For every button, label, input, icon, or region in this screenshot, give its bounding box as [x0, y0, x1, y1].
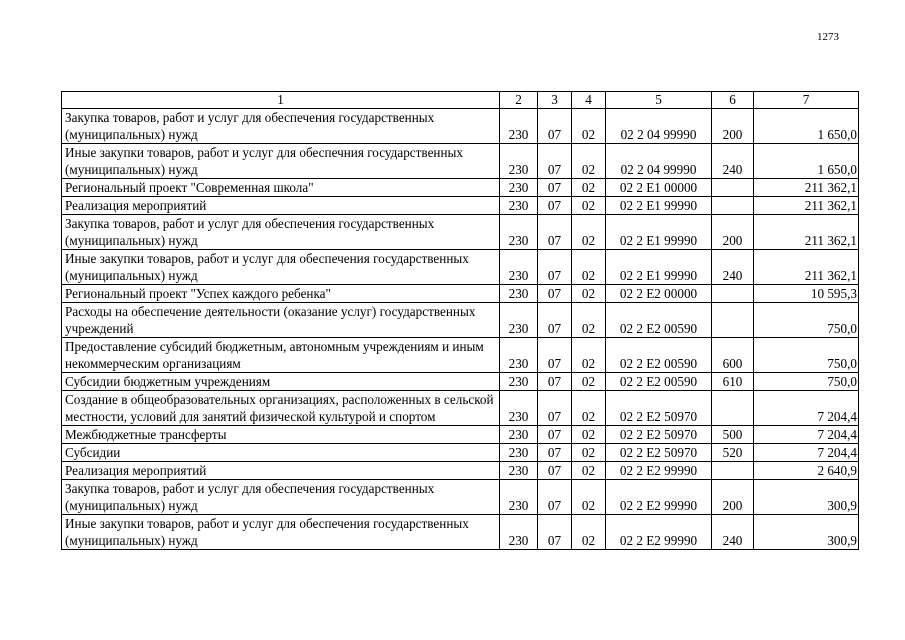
row-name-cell: Закупка товаров, работ и услуг для обеспечения государственных (муниципальных) нужд: [62, 480, 500, 515]
column-header-6: 6: [712, 92, 754, 109]
row-dept-code-cell: 230: [500, 197, 538, 215]
row-target-article-cell: 02 2 E1 99990: [606, 250, 712, 285]
row-name-cell: Межбюджетные трансферты: [62, 426, 500, 444]
table-row: [62, 250, 859, 285]
row-subsection-cell: 02: [572, 215, 606, 250]
row-subsection-cell: 02: [572, 480, 606, 515]
row-target-article-cell: 02 2 E2 00590: [606, 373, 712, 391]
row-name-cell: Субсидии бюджетным учреждениям: [62, 373, 500, 391]
row-name-cell: Региональный проект "Успех каждого ребенка": [62, 285, 500, 303]
table-row: [62, 462, 859, 480]
row-expense-type-cell: 240: [712, 144, 754, 179]
row-amount-cell: 300,9: [754, 480, 859, 515]
row-amount-cell: 7 204,4: [754, 391, 859, 426]
table-row: [62, 215, 859, 250]
row-section-cell: 07: [538, 391, 572, 426]
row-target-article-cell: 02 2 E1 99990: [606, 215, 712, 250]
row-expense-type-cell: [712, 197, 754, 215]
row-subsection-cell: 02: [572, 144, 606, 179]
row-dept-code-cell: 230: [500, 480, 538, 515]
row-subsection-cell: 02: [572, 515, 606, 550]
column-header-4: 4: [572, 92, 606, 109]
row-subsection-cell: 02: [572, 179, 606, 197]
row-section-cell: 07: [538, 197, 572, 215]
row-subsection-cell: 02: [572, 426, 606, 444]
row-expense-type-cell: 600: [712, 338, 754, 373]
row-target-article-cell: 02 2 E2 00000: [606, 285, 712, 303]
row-dept-code-cell: 230: [500, 250, 538, 285]
row-subsection-cell: 02: [572, 303, 606, 338]
row-section-cell: 07: [538, 250, 572, 285]
row-dept-code-cell: 230: [500, 179, 538, 197]
row-amount-cell: 211 362,1: [754, 197, 859, 215]
table-row: [62, 444, 859, 462]
row-name-cell: Закупка товаров, работ и услуг для обеспечения государственных (муниципальных) нужд: [62, 109, 500, 144]
row-target-article-cell: 02 2 E2 50970: [606, 391, 712, 426]
row-name-cell: Иные закупки товаров, работ и услуг для обеспечения государственных (муниципальных) нужд: [62, 515, 500, 550]
row-target-article-cell: 02 2 04 99990: [606, 144, 712, 179]
row-section-cell: 07: [538, 338, 572, 373]
row-section-cell: 07: [538, 215, 572, 250]
row-name-cell: Иные закупки товаров, работ и услуг для обеспечния государственных (муниципальных) нужд: [62, 144, 500, 179]
row-name-cell: Реализация мероприятий: [62, 197, 500, 215]
row-target-article-cell: 02 2 E2 99990: [606, 462, 712, 480]
column-header-2: 2: [500, 92, 538, 109]
row-expense-type-cell: [712, 462, 754, 480]
row-name-cell: Иные закупки товаров, работ и услуг для обеспечения государственных (муниципальных) нужд: [62, 250, 500, 285]
row-amount-cell: 1 650,0: [754, 144, 859, 179]
table-row: [62, 179, 859, 197]
table-row: [62, 515, 859, 550]
table-row: [62, 197, 859, 215]
row-amount-cell: 750,0: [754, 303, 859, 338]
row-name-cell: Расходы на обеспечение деятельности (оказание услуг) государственных учреждений: [62, 303, 500, 338]
row-subsection-cell: 02: [572, 197, 606, 215]
table-row: [62, 391, 859, 426]
row-section-cell: 07: [538, 480, 572, 515]
row-name-cell: Предоставление субсидий бюджетным, автономным учреждениям и иным некоммерческим организациям: [62, 338, 500, 373]
row-expense-type-cell: [712, 285, 754, 303]
row-amount-cell: 300,9: [754, 515, 859, 550]
row-section-cell: 07: [538, 373, 572, 391]
row-amount-cell: 750,0: [754, 373, 859, 391]
row-section-cell: 07: [538, 179, 572, 197]
column-header-3: 3: [538, 92, 572, 109]
table-header-row: [62, 92, 859, 109]
table-row: [62, 338, 859, 373]
row-section-cell: 07: [538, 515, 572, 550]
row-target-article-cell: 02 2 E2 50970: [606, 426, 712, 444]
row-amount-cell: 211 362,1: [754, 179, 859, 197]
row-expense-type-cell: 200: [712, 109, 754, 144]
row-subsection-cell: 02: [572, 391, 606, 426]
row-amount-cell: 10 595,3: [754, 285, 859, 303]
row-target-article-cell: 02 2 E2 00590: [606, 338, 712, 373]
row-amount-cell: 7 204,4: [754, 426, 859, 444]
row-amount-cell: 750,0: [754, 338, 859, 373]
row-subsection-cell: 02: [572, 338, 606, 373]
row-expense-type-cell: 240: [712, 250, 754, 285]
row-dept-code-cell: 230: [500, 515, 538, 550]
row-section-cell: 07: [538, 426, 572, 444]
row-dept-code-cell: 230: [500, 285, 538, 303]
column-header-1: 1: [62, 92, 500, 109]
row-dept-code-cell: 230: [500, 426, 538, 444]
row-dept-code-cell: 230: [500, 144, 538, 179]
row-section-cell: 07: [538, 109, 572, 144]
row-dept-code-cell: 230: [500, 462, 538, 480]
table-row: [62, 303, 859, 338]
row-section-cell: 07: [538, 285, 572, 303]
row-expense-type-cell: 500: [712, 426, 754, 444]
row-amount-cell: 211 362,1: [754, 215, 859, 250]
row-expense-type-cell: 610: [712, 373, 754, 391]
row-expense-type-cell: [712, 391, 754, 426]
row-dept-code-cell: 230: [500, 444, 538, 462]
table-row: [62, 426, 859, 444]
row-amount-cell: 7 204,4: [754, 444, 859, 462]
row-dept-code-cell: 230: [500, 338, 538, 373]
row-target-article-cell: 02 2 E2 50970: [606, 444, 712, 462]
row-section-cell: 07: [538, 462, 572, 480]
row-subsection-cell: 02: [572, 109, 606, 144]
table-row: [62, 144, 859, 179]
row-dept-code-cell: 230: [500, 109, 538, 144]
row-name-cell: Закупка товаров, работ и услуг для обеспечения государственных (муниципальных) нужд: [62, 215, 500, 250]
row-name-cell: Субсидии: [62, 444, 500, 462]
row-name-cell: Реализация мероприятий: [62, 462, 500, 480]
table-row: [62, 373, 859, 391]
table-row: [62, 109, 859, 144]
column-header-7: 7: [754, 92, 859, 109]
row-dept-code-cell: 230: [500, 373, 538, 391]
budget-table: [61, 91, 859, 550]
row-expense-type-cell: 200: [712, 215, 754, 250]
row-amount-cell: 211 362,1: [754, 250, 859, 285]
column-header-5: 5: [606, 92, 712, 109]
row-expense-type-cell: 520: [712, 444, 754, 462]
table-row: [62, 480, 859, 515]
table-row: [62, 285, 859, 303]
row-subsection-cell: 02: [572, 250, 606, 285]
row-amount-cell: 2 640,9: [754, 462, 859, 480]
row-name-cell: Региональный проект "Современная школа": [62, 179, 500, 197]
row-expense-type-cell: 200: [712, 480, 754, 515]
row-amount-cell: 1 650,0: [754, 109, 859, 144]
row-target-article-cell: 02 2 E2 99990: [606, 515, 712, 550]
budget-table-body: [62, 92, 859, 550]
row-target-article-cell: 02 2 04 99990: [606, 109, 712, 144]
row-target-article-cell: 02 2 E1 00000: [606, 179, 712, 197]
row-section-cell: 07: [538, 444, 572, 462]
row-expense-type-cell: 240: [712, 515, 754, 550]
row-target-article-cell: 02 2 E2 00590: [606, 303, 712, 338]
row-dept-code-cell: 230: [500, 391, 538, 426]
row-expense-type-cell: [712, 303, 754, 338]
row-section-cell: 07: [538, 303, 572, 338]
page-number: 1273: [817, 31, 839, 43]
row-name-cell: Создание в общеобразовательных организациях, расположенных в сельской местности, условий для занятий физической культурой и спортом: [62, 391, 500, 426]
row-dept-code-cell: 230: [500, 303, 538, 338]
row-subsection-cell: 02: [572, 373, 606, 391]
row-section-cell: 07: [538, 144, 572, 179]
row-target-article-cell: 02 2 E1 99990: [606, 197, 712, 215]
row-subsection-cell: 02: [572, 462, 606, 480]
row-subsection-cell: 02: [572, 285, 606, 303]
row-target-article-cell: 02 2 E2 99990: [606, 480, 712, 515]
row-dept-code-cell: 230: [500, 215, 538, 250]
row-expense-type-cell: [712, 179, 754, 197]
row-subsection-cell: 02: [572, 444, 606, 462]
